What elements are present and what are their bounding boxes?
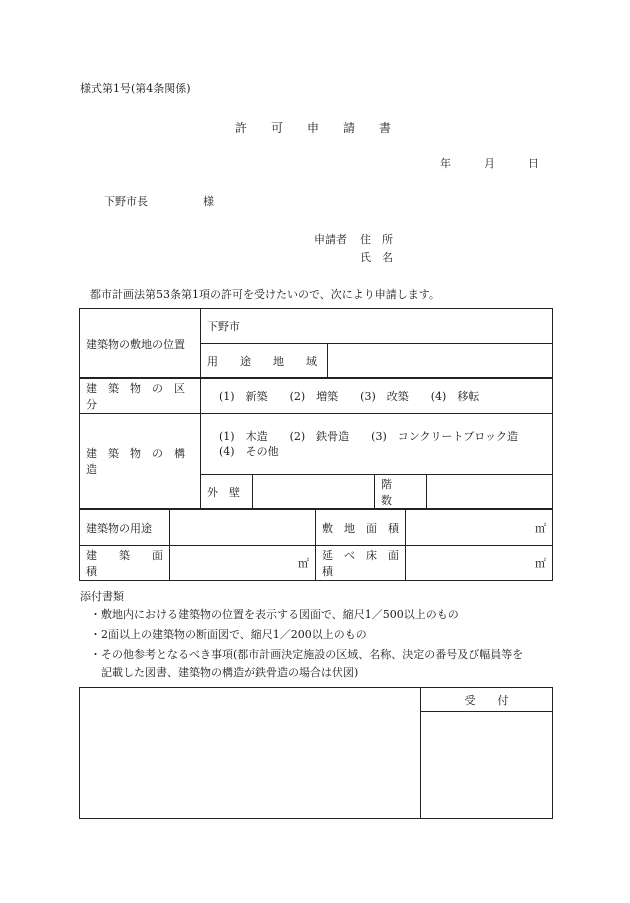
structure-label: 建 築 物 の 構 造: [80, 414, 201, 509]
applicant-address-label: 住 所: [360, 233, 393, 246]
site-location-value[interactable]: 下野市: [201, 309, 553, 344]
building-area-unit: ㎡: [298, 557, 309, 570]
building-use-label: 建築物の用途: [80, 510, 170, 546]
building-area-label: 建 築 面 積: [80, 546, 170, 581]
exterior-wall-field[interactable]: [253, 475, 375, 509]
form-number: 様式第1号(第4条関係): [80, 82, 191, 95]
attachment-item: 記載した図書、建築物の構造が鉄骨造の場合は伏図): [90, 666, 359, 679]
structure-options[interactable]: [201, 414, 553, 475]
use-district-field[interactable]: [328, 344, 553, 379]
reception-label: 受 付: [421, 688, 553, 712]
addressee: 下野市長 様: [104, 195, 214, 208]
use-district-label: 用 途 地 域: [201, 344, 328, 379]
floors-field[interactable]: [427, 475, 553, 509]
structure-options-line1: (1) 木造 (2) 鉄骨造 (3) コンクリートブロック造: [219, 430, 518, 443]
building-area-field[interactable]: [170, 546, 316, 581]
free-area[interactable]: [80, 688, 421, 819]
exterior-wall-label: 外 壁: [201, 475, 253, 509]
category-options[interactable]: (1) 新築 (2) 増築 (3) 改築 (4) 移転: [201, 378, 553, 414]
floors-label: 階 数: [375, 475, 427, 509]
site-location-label: 建築物の敷地の位置: [80, 309, 201, 379]
intro-text: 都市計画法第53条第1項の許可を受けたいので、次により申請します。: [90, 288, 440, 301]
total-floor-area-unit: ㎡: [535, 557, 546, 570]
reception-table: [79, 687, 553, 819]
applicant-label: 申請者: [314, 233, 347, 246]
reception-stamp-area[interactable]: [421, 712, 553, 819]
applicant-name-label: 氏 名: [360, 251, 393, 264]
total-floor-area-field[interactable]: [406, 546, 553, 581]
site-area-field[interactable]: [406, 510, 553, 546]
attachment-item: ・その他参考となるべき事項(都市計画決定施設の区域、名称、決定の番号及び幅員等を: [90, 648, 524, 661]
attachment-item: ・2面以上の建築物の断面図で、縮尺1／200以上のもの: [90, 628, 367, 641]
structure-options-line2: (4) その他: [219, 445, 279, 458]
page-title: 許 可 申 請 書: [235, 121, 392, 135]
category-structure-table: [79, 377, 553, 509]
site-area-label: 敷 地 面 積: [316, 510, 406, 546]
date-line: 年 月 日: [440, 157, 539, 170]
category-label: 建 築 物 の 区 分: [80, 378, 201, 414]
area-table: [79, 509, 553, 581]
site-area-unit: ㎡: [535, 521, 546, 535]
site-table: [79, 308, 553, 379]
building-use-field[interactable]: [170, 510, 316, 546]
attachment-item: ・敷地内における建築物の位置を表示する図面で、縮尺1／500以上のもの: [90, 608, 459, 621]
attachments-heading: 添付書類: [80, 590, 124, 603]
total-floor-area-label: 延 べ 床 面 積: [316, 546, 406, 581]
